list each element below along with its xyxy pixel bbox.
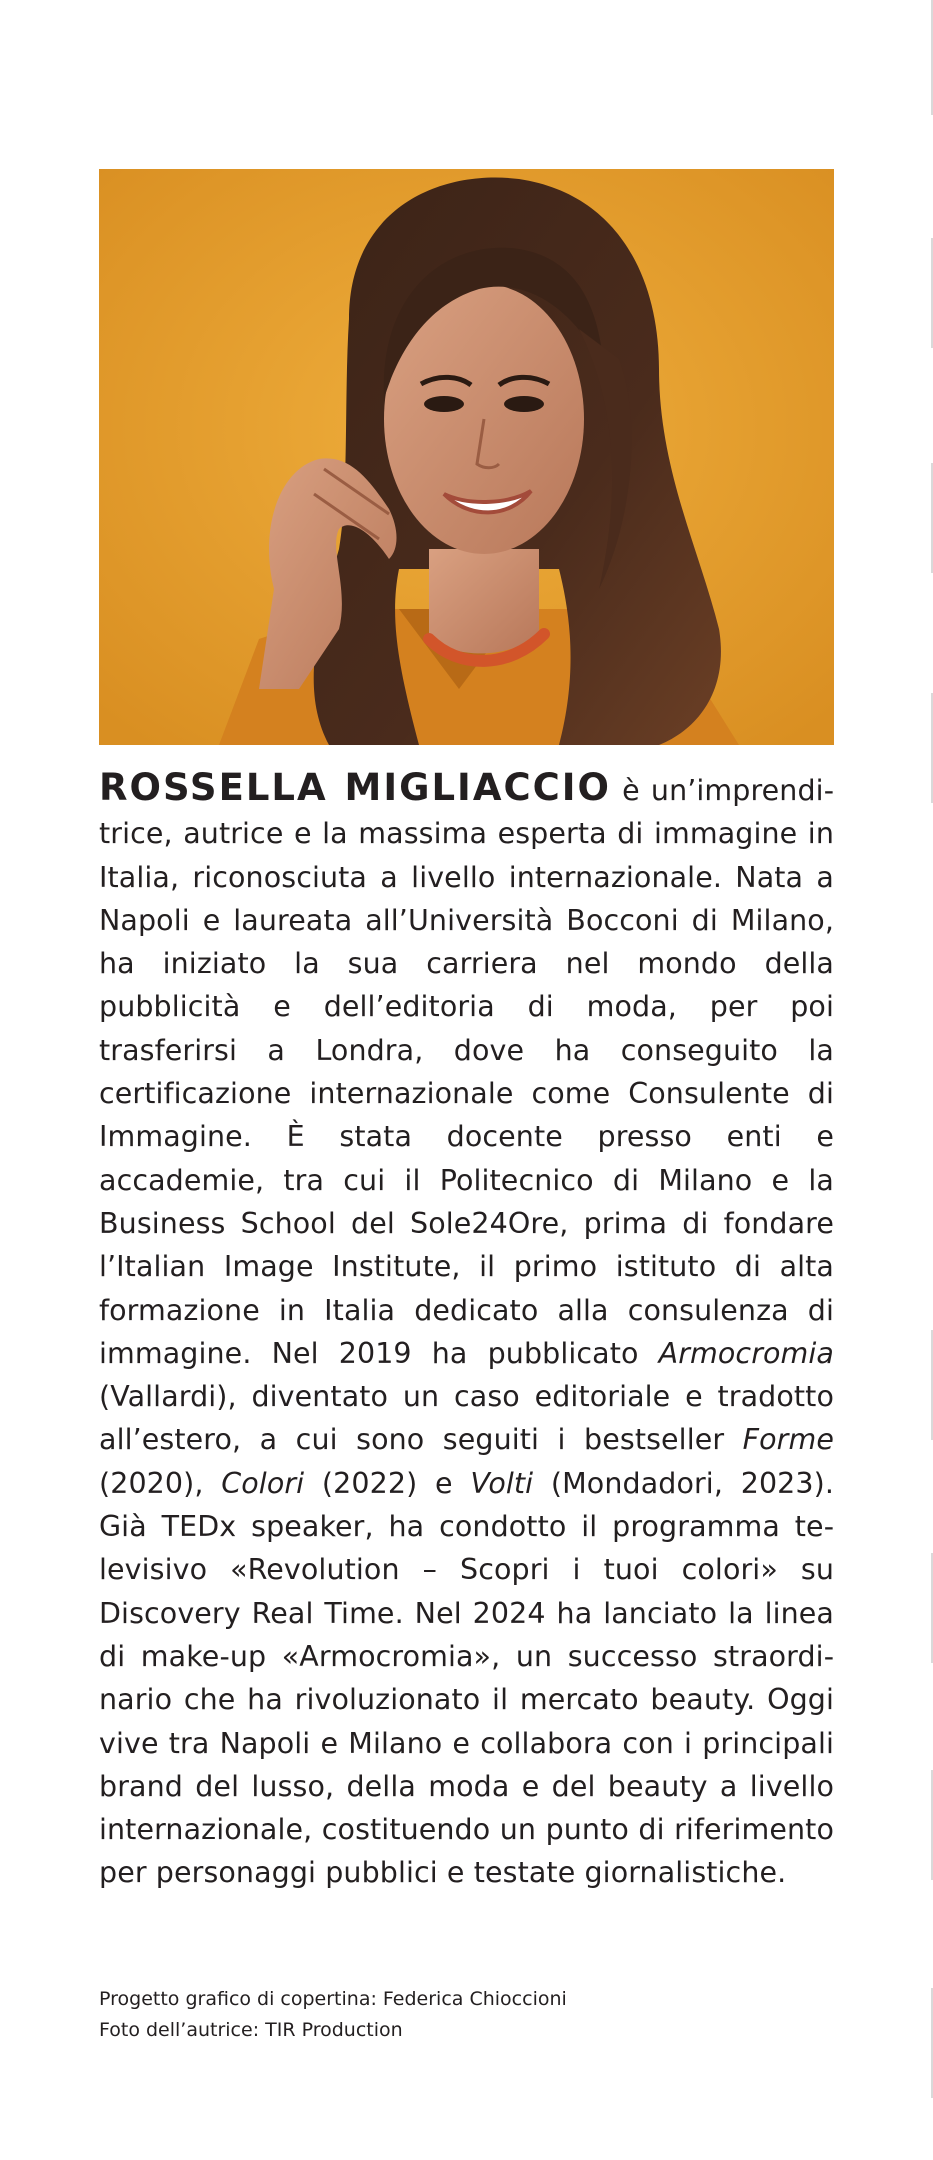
book-title: Volti [470,1466,534,1500]
book-title: Colori [221,1466,305,1500]
author-portrait-icon [99,169,834,745]
cover-design-credit: Progetto grafico di copertina: Federica Chioccioni [99,1988,567,2010]
book-title: Armocromia [658,1336,834,1370]
credits [99,1984,834,2046]
bio-text: è un’imprenditrice, autrice e la massima esperta di immagine in Italia, riconosciuta a livello internazionale. Nata a Napoli e laureata all’Università Bocconi di Milano, ha iniziato la sua carriera nel mondo della pubblicità e dell’editoria di moda, per poi trasferirsi a Londra, dove ha conseguito la certificazione internazionale come Consulente di Immagine. È stata docente presso enti e accademie, tra cui il Politecnico di Milano e la Business School del Sole24Ore, prima di fondare l’Italian Image Institute, il primo istituto di alta formazione in Italia dedicato alla consulenza di immagine. Nel 2019 ha pubblicato [99,774,834,1370]
bio-text: (Vallardi), diventato un caso editoriale e tradotto all’estero, a cui sono seguiti i bestseller [99,1380,834,1457]
bio-text: (2022) e [304,1466,471,1500]
bio-text: (Mondadori, 2023). Già TEDx speaker, ha condotto il programma televisivo «Revolution – Scopri i tuoi colori» su Discovery Real Time. Nel 2024 ha lanciato la linea di make-up «Armocromia», un successo straordinario che ha rivoluzionato il mercato beauty. Oggi vive tra Napoli e Milano e collabora con i principali brand del lusso, della moda e del beauty a livello internazionale, costituendo un punto di riferimento per personaggi pubblici e testate giornalistiche. [99,1466,835,1890]
author-photo [99,169,834,745]
author-biography [99,766,834,1895]
book-title: Forme [742,1423,834,1457]
author-name: ROSSELLA MIGLIACCIO [99,766,611,809]
photo-credit: Foto dell’autrice: TIR Production [99,2019,403,2041]
bio-text: (2020), [99,1466,222,1500]
